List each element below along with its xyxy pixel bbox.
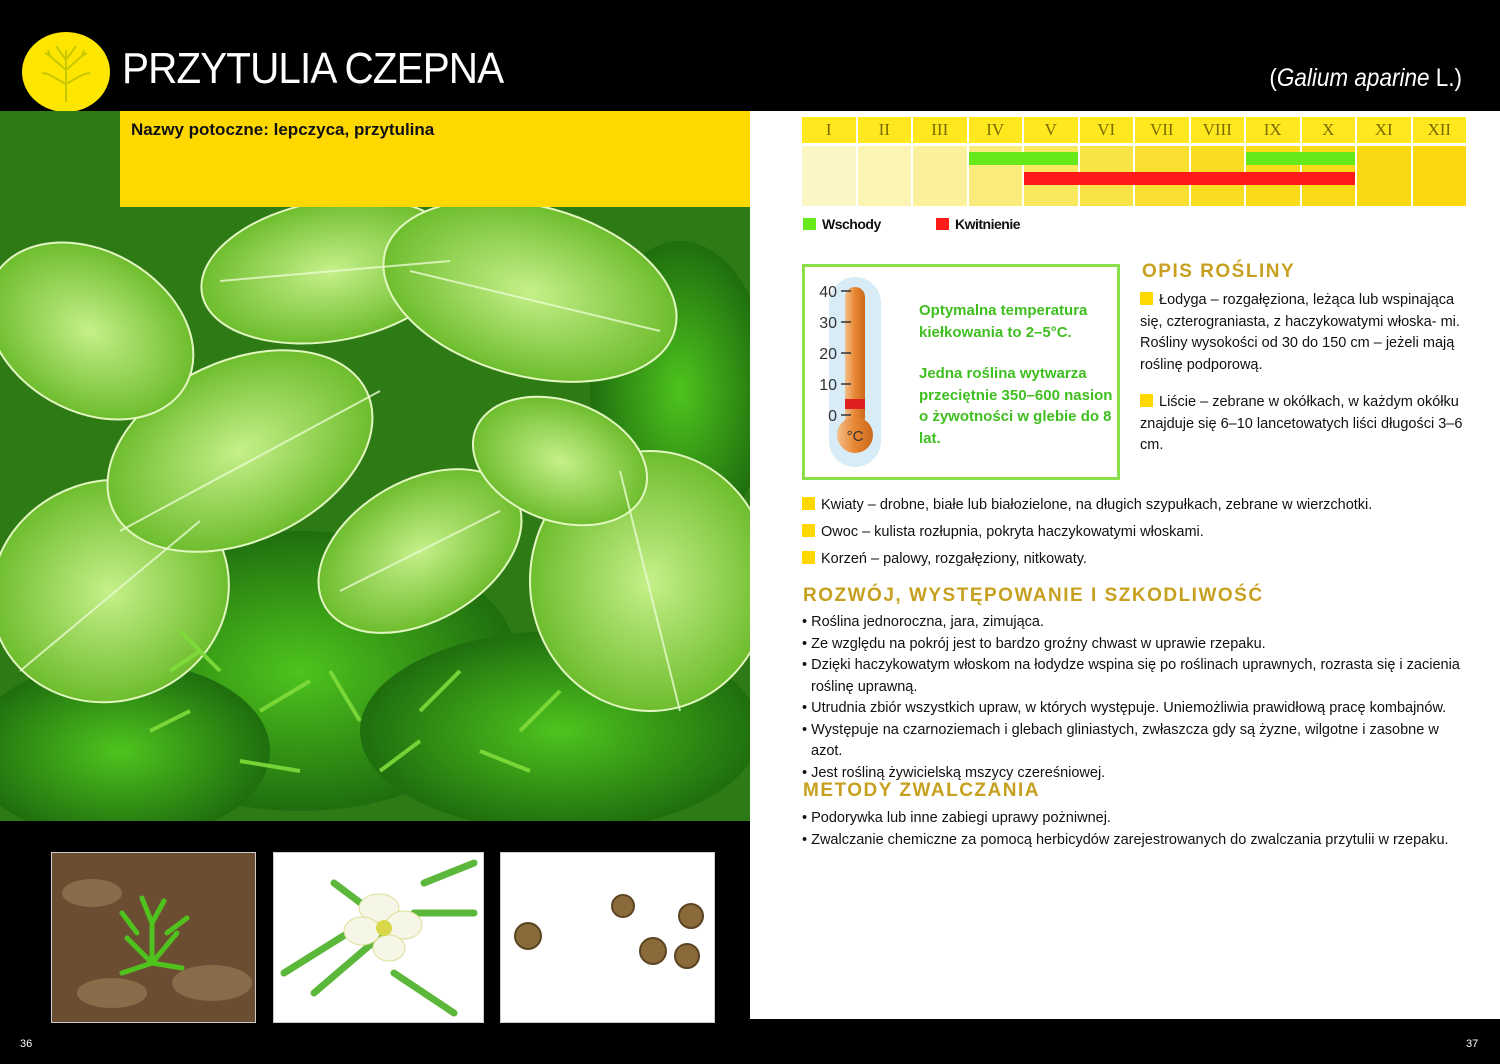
calendar-cell	[1357, 146, 1411, 206]
list-item: • Jest rośliną żywicielską mszycy czereśniowej.	[802, 764, 1106, 781]
temperature-text: Optymalna temperatura kiełkowania to 2–5°C. Jedna roślina wytwarza przeciętnie 350–600 nasion o żywotności w glebie do 8 lat.	[919, 302, 1113, 447]
development-list	[802, 612, 1472, 784]
month-12: XII	[1413, 117, 1467, 143]
list-item: • Podorywka lub inne zabiegi uprawy pożniwnej.	[802, 810, 1111, 826]
scale-0: 0	[828, 408, 837, 425]
bullet-square	[1140, 394, 1153, 407]
page-title: PRZYTULIA CZEPNA	[122, 44, 504, 93]
thermometer-icon	[805, 267, 915, 477]
month-1: I	[802, 117, 856, 143]
control-heading: METODY ZWALCZANIA	[803, 780, 1040, 801]
description-heading: OPIS ROŚLINY	[1142, 261, 1296, 282]
common-names-label: Nazwy potoczne:	[131, 120, 269, 139]
description-root: Korzeń – palowy, rozgałęziony, nitkowaty.	[802, 549, 1482, 571]
description-fruit: Owoc – kulista rozłupnia, pokryta haczykowatymi włoskami.	[802, 522, 1482, 544]
common-names-box	[120, 111, 750, 207]
bullet-square	[1140, 292, 1153, 305]
calendar-cell	[802, 146, 856, 206]
emergence-swatch	[803, 218, 816, 230]
scale-10: 10	[819, 377, 837, 394]
scale-20: 20	[819, 346, 837, 363]
month-9: IX	[1246, 117, 1300, 143]
scale-40: 40	[819, 284, 837, 301]
description-leaves: Liście – zebrane w okółkach, w każdym okółku znajduje się 6–10 lancetowatych liści długości 3–6 cm.	[1140, 394, 1463, 453]
development-heading: ROZWÓJ, WYSTĘPOWANIE I SZKODLIWOŚĆ	[803, 585, 1264, 606]
unit-label: °C	[846, 428, 864, 445]
latin-name: (Galium aparine L.)	[1269, 64, 1462, 92]
seeds-photo	[500, 852, 715, 1023]
bullet-square	[802, 551, 815, 564]
page-header	[0, 0, 1500, 111]
month-5: V	[1024, 117, 1078, 143]
list-item: • Dzięki haczykowatym włoskom na łodydze wspina się po roślinach uprawnych, rozrasta się i zacienia roślinę uprawną.	[802, 657, 1460, 695]
month-10: X	[1302, 117, 1356, 143]
month-7: VII	[1135, 117, 1189, 143]
emergence-bar	[1246, 152, 1355, 165]
month-6: VI	[1080, 117, 1134, 143]
description-flowers: Kwiaty – drobne, białe lub białozielone, na długich szypułkach, zebrane w wierzchotki.	[802, 495, 1482, 517]
right-page	[750, 111, 1500, 1019]
main-plant-photo	[0, 111, 750, 821]
seedling-photo	[51, 852, 256, 1023]
month-4: IV	[969, 117, 1023, 143]
month-8: VIII	[1191, 117, 1245, 143]
legend-emergence: Wschody	[803, 216, 881, 232]
flowering-swatch	[936, 218, 949, 230]
description-stem: Łodyga – rozgałęziona, leżąca lub wspinająca się, czterograniasta, z haczykowatymi włoska- mi. Rośliny wysokości od 30 do 150 cm – jeżeli mają roślinę podporową.	[1140, 292, 1460, 373]
bullet-square	[802, 497, 815, 510]
page-number-right: 37	[1466, 1038, 1479, 1050]
emergence-bar	[969, 152, 1078, 165]
left-page	[0, 111, 750, 1064]
month-3: III	[913, 117, 967, 143]
plant-logo-icon	[22, 32, 110, 112]
month-2: II	[858, 117, 912, 143]
control-list	[802, 808, 1472, 851]
phenology-calendar	[802, 117, 1468, 206]
list-item: • Roślina jednoroczna, jara, zimująca.	[802, 614, 1045, 630]
list-item: • Zwalczanie chemiczne za pomocą herbicydów zarejestrowanych do zwalczania przytulii w rzepaku.	[802, 831, 1449, 848]
list-item: • Występuje na czarnoziemach i glebach gliniastych, zwłaszcza gdy są żyzne, wilgotne i zasobne w azot.	[802, 721, 1439, 759]
list-item: • Ze względu na pokrój jest to bardzo groźny chwast w uprawie rzepaku.	[802, 635, 1266, 652]
scale-30: 30	[819, 315, 837, 332]
common-names-value: lepczyca, przytulina	[268, 120, 435, 139]
list-item: • Utrudnia zbiór wszystkich upraw, w których występuje. Uniemożliwia prawidłową pracę kombajnów.	[802, 700, 1447, 716]
legend-flowering: Kwitnienie	[936, 216, 1020, 232]
month-11: XI	[1357, 117, 1411, 143]
flower-photo	[273, 852, 484, 1023]
calendar-cell	[858, 146, 912, 206]
calendar-cell	[913, 146, 967, 206]
flowering-bar	[1024, 172, 1355, 185]
temperature-info-box	[802, 264, 1120, 480]
calendar-cell	[1413, 146, 1467, 206]
page-number-left: 36	[20, 1038, 33, 1050]
bullet-square	[802, 524, 815, 537]
